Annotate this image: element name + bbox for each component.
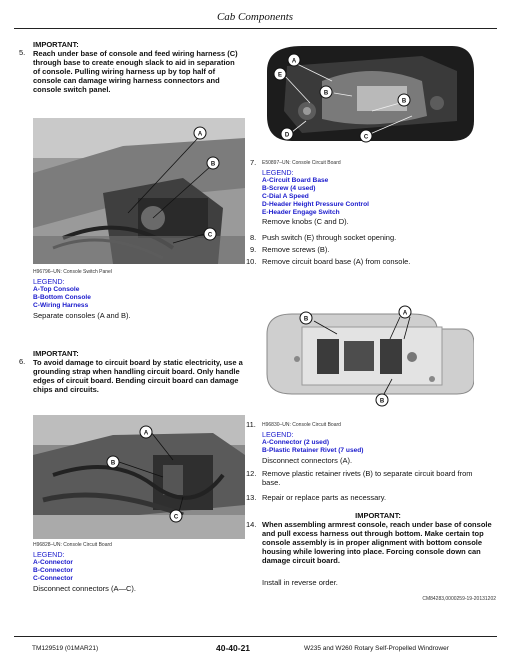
fig3-callout-c-label: C (363, 134, 369, 141)
fig3-callout-b2-label: B (401, 98, 407, 105)
fig1-legend (33, 286, 91, 310)
fig4-legend-title: LEGEND: (262, 430, 294, 439)
footer-page-number: 40-40-21 (216, 643, 251, 653)
step-8-number: 8. (250, 233, 257, 242)
fig4-callout-b2-label: B (379, 398, 385, 405)
fig2-legend-item: B-Connector (33, 567, 73, 574)
step-13-number: 13. (246, 493, 257, 502)
step-14-important: IMPORTANT: (355, 511, 401, 520)
fig3-legend-item: E-Header Engage Switch (262, 209, 340, 216)
fig1-callout-c-label: C (207, 232, 213, 239)
fig4-callout-a-label: A (402, 310, 408, 317)
fig3-callout-e-label: E (277, 72, 283, 79)
footer-right: W235 and W260 Rotary Self-Propelled Windrower (304, 645, 449, 652)
fig3-callout-b1-label: B (323, 90, 329, 97)
fig2-legend-item: A-Connector (33, 559, 73, 566)
fig1-caption: H96796–UN: Console Switch Panel (33, 269, 112, 275)
console-circuit-board-photo (33, 415, 245, 539)
console-switch-panel-photo (33, 118, 245, 264)
fig3-legend-title: LEGEND: (262, 168, 294, 177)
step-10-text: Remove circuit board base (A) from console. (262, 257, 411, 266)
step-12-number: 12. (246, 469, 257, 478)
fig4-legend-item: A-Connector (2 used) (262, 439, 330, 446)
step-9-number: 9. (250, 245, 257, 254)
footer-rule (14, 636, 497, 637)
fig1-legend-item: C-Wiring Harness (33, 302, 89, 309)
fig1-callout-a-label: A (197, 131, 203, 138)
fig3-callout-d-label: D (284, 132, 290, 139)
step-6-number: 6. (19, 357, 26, 366)
step-8-text: Push switch (E) through socket opening. (262, 233, 397, 242)
fig3-caption: E50897–UN: Console Circuit Board (262, 160, 341, 166)
fig2-legend (33, 559, 73, 583)
fig1-legend-item: A-Top Console (33, 286, 80, 293)
fig1-action: Separate consoles (A and B). (33, 311, 131, 320)
fig3-legend (262, 177, 369, 217)
fig3-legend-item: C-Dial A Speed (262, 193, 309, 200)
fig1-legend-item: B-Bottom Console (33, 294, 91, 301)
footer-left: TM129519 (01MAR21) (32, 645, 99, 652)
step-14-install: Install in reverse order. (262, 578, 338, 587)
fig2-action: Disconnect connectors (A—C). (33, 584, 136, 593)
fig4-caption: H96830–UN: Console Circuit Board (262, 422, 341, 428)
fig4-legend (262, 439, 364, 455)
fig2-legend-item: C-Connector (33, 575, 73, 582)
fig1-callout-b-label: B (210, 161, 216, 168)
step-5-important: IMPORTANT: (33, 40, 79, 49)
step-14-number: 14. (246, 520, 257, 529)
fig4-legend-item: B-Plastic Retainer Rivet (7 used) (262, 447, 364, 454)
step-13-text: Repair or replace parts as necessary. (262, 493, 387, 502)
circuit-board-base-photo (262, 299, 474, 409)
step-9-text: Remove screws (B). (262, 245, 330, 254)
fig3-legend-item: B-Screw (4 used) (262, 185, 316, 192)
fig2-caption: H96828–UN: Console Circuit Board (33, 542, 112, 548)
step-6-important: IMPORTANT: (33, 349, 79, 358)
step-7-action: Remove knobs (C and D). (262, 217, 349, 226)
step-14-text: When assembling armrest console, reach under base of console and pull excess harness out through bottom. Make certain top console assembly is in proper alignment with bottom console housing while lowering into place. Forcing console down can damage circuit board. (262, 520, 492, 565)
fig2-callout-c-label: C (173, 514, 179, 521)
fig3-callout-a-label: A (291, 58, 297, 65)
fig2-legend-title: LEGEND: (33, 550, 65, 559)
step-5-number: 5. (19, 48, 26, 57)
fig2-callout-a-label: A (143, 430, 149, 437)
fig1-legend-title: LEGEND: (33, 277, 65, 286)
circuit-board-knobs-photo (262, 41, 474, 147)
step-7-number: 7. (250, 158, 257, 167)
step-11-action: Disconnect connectors (A). (262, 456, 353, 465)
doc-reference: CM84283,0000259-19-20131202 (422, 596, 496, 602)
step-11-number: 11. (246, 420, 256, 429)
step-12-text: Remove plastic retainer rivets (B) to separate circuit board from base. (262, 469, 473, 487)
fig3-legend-item: D-Header Height Pressure Control (262, 201, 369, 208)
header-rule (14, 28, 497, 29)
page-title: Cab Components (216, 11, 294, 23)
fig2-callout-b-label: B (110, 460, 116, 467)
fig3-legend-item: A-Circuit Board Base (262, 177, 329, 184)
step-5-text: Reach under base of console and feed wiring harness (C) through base to create enough slack to aid in separation of console. Pulling wiring harness up by top half of console can damage wiring harness connectors and console switch panel. (33, 49, 238, 94)
step-6-text: To avoid damage to circuit board by static electricity, use a grounding strap when handling circuit board. Only handle edges of circuit board. Bending circuit board can damage chips and circuits. (33, 358, 243, 394)
fig4-callout-b1-label: B (303, 316, 309, 323)
step-10-number: 10. (246, 257, 257, 266)
